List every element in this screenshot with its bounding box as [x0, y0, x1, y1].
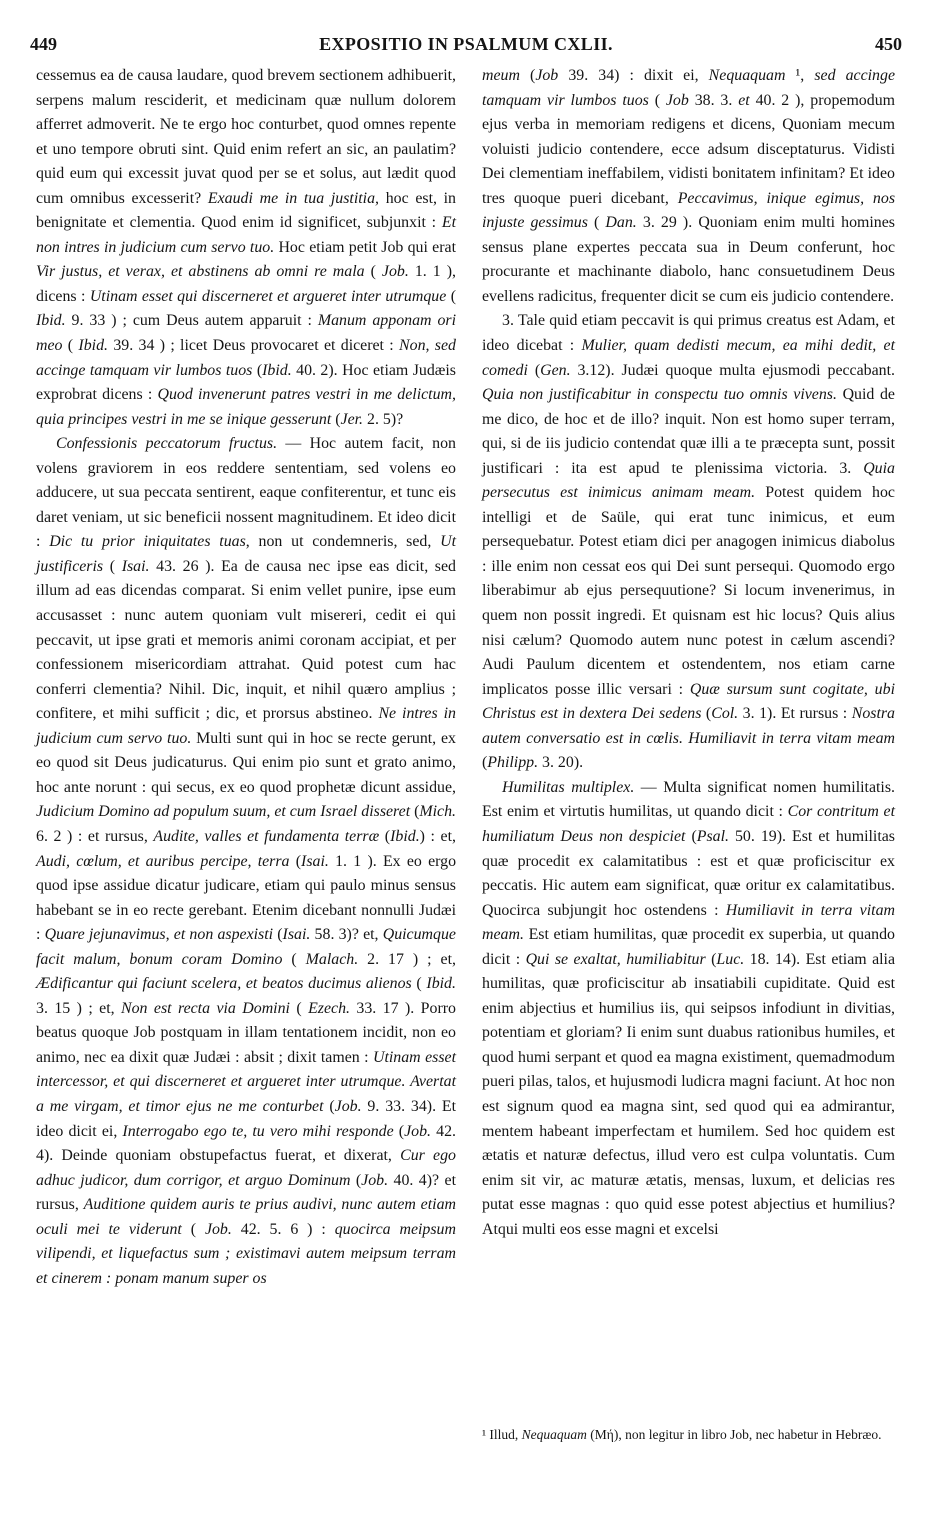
italic-text: meum: [482, 67, 520, 84]
italic-text: sed accinge tamquam vir lumbos tuos: [482, 67, 895, 109]
text-run: 3. 29 ). Quoniam enim multi homines sensus plane expertes peccata sua in Deum conferunt, hoc procurante et machinante diabolo, hanc consuetudinem Deus evellens radicitus, frequenter dicit se cum eis judicio contendere.: [482, 214, 895, 305]
italic-text: Cor contritum et humiliatum Deus non despiciet: [482, 803, 895, 845]
text-run: 3. Tale quid etiam peccavit is qui primus creatus est Adam, et ideo dicebat :: [482, 312, 895, 355]
text-run: 3. 15 ) ; et,: [36, 999, 122, 1017]
text-run: 9. 33. 34). Et ideo dicit ei,: [36, 1097, 457, 1140]
italic-text: Humiliavit in terra vitam meam.: [482, 901, 895, 944]
text-run: Hoc etiam petit Job qui erat: [274, 238, 456, 256]
text-run: 40. 2 ), propemodum ejus verba in memoriam redigens et dicens, Quoniam mecum voluisti judicio contendere, ecce adsum disceptaturus. Vidisti Dei clementiam ineffabilem, vidisti bonitatem infinitam? Et ideo tres quoque pueri dicebant,: [482, 91, 896, 207]
italic-text: Isai.: [121, 557, 150, 575]
text-run: (: [393, 1122, 405, 1140]
italic-text: Ezech.: [308, 999, 350, 1017]
italic-text: et: [738, 91, 750, 109]
italic-text: Isai.: [282, 926, 311, 944]
text-run: (: [648, 91, 666, 109]
italic-text: Audi, cœlum, et auribus percipe, terra: [36, 852, 290, 870]
text-run: (: [273, 926, 283, 944]
italic-text: Utinam esset intercessor, et qui discerneret et argueret inter utrumque. Avertat a me virgam, et timor ejus ne me conturbet: [36, 1048, 456, 1115]
italic-text: Ibid.: [262, 361, 292, 379]
italic-text: Mulier, quam dedisti mecum, ea mihi dedit, et comedi: [482, 337, 895, 379]
italic-text: Jer.: [340, 410, 364, 428]
text-run: (: [282, 950, 306, 968]
running-header: [30, 34, 902, 56]
italic-text: Non, sed accinge tamquam vir lumbos tuos: [36, 337, 456, 379]
text-run: Est etiam humilitas, quæ procedit ex superbia, ut quando dicit :: [482, 926, 895, 968]
text-run: cessemus ea de causa laudare, quod brevem sectionem adhibuerit, serpens malum resciderit, et medicinam quæ nullum dolorem afferret admoverit. Ne te ergo hoc conturbet, quod omnes repente et uno tempore obruti sint. Quid enim refert an sic, an paulatim? quid eum qui excessit juvat quod per se et solus, aut lædit quod cum omnibus excesserit?: [36, 67, 456, 207]
italic-text: Manum apponam ori meo: [36, 312, 456, 355]
text-run: (: [331, 410, 341, 428]
italic-text: Ibid.: [78, 337, 108, 355]
text-run: (: [410, 803, 420, 821]
italic-text: Quicumque facit malum, bonum coram Domino: [36, 926, 456, 968]
text-run: (: [705, 950, 717, 968]
italic-text: Quare jejunavimus, et non aspexisti: [44, 926, 274, 944]
italic-text: Cur ego adhuc judicor, dum corrigor, et arguo Dominum: [36, 1147, 456, 1189]
text-run: 39. 34 ) ; licet Deus provocaret et diceret :: [108, 337, 400, 355]
page-number-left: 449: [30, 34, 57, 54]
italic-text: Job.: [361, 1171, 389, 1189]
italic-text: Humilitas multiplex.: [502, 778, 635, 796]
text-run: — Hoc autem facit, non volens graviorem in eos reddere sententiam, sed volens eo adducere, ut sua peccata sentirent, eaque confiterentur, et tunc eis daret veniam, ut sic beneficii nossent magnitudinem. Et ideo dicit :: [36, 435, 456, 551]
italic-text: Malach.: [305, 950, 359, 968]
text-run: 3.12). Judæi quoque multa ejusmodi peccabant.: [570, 361, 895, 379]
text-run: (: [379, 827, 391, 845]
text-run: 9. 33 ) ; cum Deus autem apparuit :: [65, 312, 318, 330]
paragraph: [482, 776, 895, 1242]
text-run: hoc est, in benignitate et clementia. Quod enim id significet, subjunxit :: [36, 189, 457, 232]
italic-text: Psal.: [696, 827, 729, 845]
italic-text: Job.: [381, 263, 409, 281]
italic-text: Gen.: [540, 361, 571, 379]
italic-text: Quia non justificabitur in conspectu tuo omnis vivens.: [482, 386, 837, 404]
italic-text: Judicium Domino ad populum suum, et cum Israel disseret: [36, 803, 411, 821]
text-run: 58. 3)? et,: [310, 926, 383, 944]
text-run: ¹ Illud,: [482, 1427, 522, 1442]
text-run: (: [587, 214, 606, 232]
italic-text: Job: [535, 67, 559, 84]
italic-text: Nequaquam: [521, 1427, 587, 1442]
text-run: Quid de me dico, de hoc et de illo? inquit. Non est homo super terram, qui, si de iis judicio contendat quæ illi a te præcepta sunt, possit justificari : ita est apud te plenissima victoria. 3.: [482, 386, 895, 477]
text-run: , non ut condemneris, sed,: [245, 533, 441, 551]
text-run: (: [252, 361, 263, 379]
text-run: 42. 5. 6 ) :: [231, 1220, 335, 1238]
italic-text: Job: [665, 91, 689, 109]
italic-text: Luc.: [716, 950, 745, 968]
italic-text: Audite, valles et fundamenta terræ: [153, 827, 380, 845]
text-run: (: [289, 999, 309, 1017]
text-run: 3. 1). Et rursus :: [738, 705, 852, 723]
text-run: (: [289, 852, 302, 870]
text-run: (: [685, 827, 697, 845]
italic-text: Philipp.: [487, 754, 539, 772]
italic-text: Peccavimus, inique egimus, nos injuste gessimus: [482, 189, 896, 232]
text-run: 1. 1 ), dicens :: [36, 263, 456, 305]
text-run: 43. 26 ). Ea de causa nec ipse eas dicit, sed illum ad eas dicendas comparat. Si enim vellet punire, ipse eum accusasset : nunc autem quoniam vult misereri, cedit ei qui peccavit, ut ipse grati et memoris animi coronam accipiat, et per confessionem misericordiam attrahat. Quid potest cum hac conferri clementia? Nihil. Dic, inquit, et nihil quæro amplius ; confitere, et mihi sufficit ; dic, et prorsus abstineo.: [36, 557, 456, 723]
italic-text: Nostra autem conversatio est in cœlis. Humiliavit in terra vitam meam: [482, 705, 896, 747]
italic-text: Quod invenerunt patres vestri in me delictum, quia principes vestri in me se inique gesserunt: [36, 386, 456, 428]
paragraph: [482, 309, 895, 775]
text-run: 2. 5)?: [363, 410, 404, 428]
italic-text: Ædificantur qui faciunt scelera, et beatos ducimus alienos: [36, 975, 412, 993]
text-run: 2. 17 ) ; et,: [358, 950, 456, 968]
italic-text: Et non intres in judicium cum servo tuo.: [36, 214, 456, 256]
text-run: 3. 20).: [538, 754, 584, 772]
text-run: (: [446, 287, 456, 305]
italic-text: quocirca meipsum vilipendi, et liquefactus sum ; existimavi autem meipsum terram et cinerem : ponam manum super os: [36, 1220, 456, 1287]
text-run: (: [527, 361, 541, 379]
italic-text: Interrogabo ego te, tu vero mihi responde: [122, 1122, 394, 1140]
text-run: (: [701, 705, 712, 723]
text-run: 33. 17 ). Porro beatus quoque Job postquam in illam tentationem incidit, non eo animo, nec ea dixit quæ Judæi : absit ; dixit tamen :: [36, 999, 456, 1066]
text-run: 50. 19). Est et humilitas quæ procedit ex calamitatibus : est et quæ proficiscitur ex peccatis. Hic autem eam significat, quæ oritur ex calamitatibus. Quocirca subjungit hoc ostendens :: [482, 827, 895, 919]
italic-text: Isai.: [301, 852, 329, 870]
italic-text: Ut justificeris: [36, 533, 456, 575]
italic-text: Ibid.: [390, 827, 420, 845]
running-title: EXPOSITIO IN PSALMUM CXLII.: [319, 34, 613, 54]
italic-text: Ibid.: [426, 975, 456, 993]
page-number-right: 450: [875, 34, 902, 54]
text-run: (: [482, 754, 488, 772]
text-run: (: [350, 1171, 362, 1189]
italic-text: Dan.: [605, 214, 637, 232]
text-run: Multi sunt qui in hoc se recte gerunt, ex eo quod sit Deus judicaturus. Qui enim pio sunt et grato animo, hoc ante norunt : qui secus, ex eo quod prophetæ dicunt assidue,: [36, 729, 456, 796]
italic-text: Quia persecutus est inimicus animam meam.: [482, 459, 895, 502]
text-run: Potest quidem hoc intelligi et de Saüle, qui erat tunc inimicus, et eum persequebatur. Potest etiam dici per anagogen inimicus diabolus : ille enim non cessat eos qui Dei sunt persequi. Quomodo ergo liberabimur ab ejus persequutione? Si locum invenerimus, in quem non possit ingredi. Et quisnam est hic locus? Quis alius nisi cælum? Quomodo autem nunc potest in cælum ascendi? Audi Paulum dicentem et ostendentem, nos etiam carne implicatos posse illic versari :: [482, 484, 895, 698]
text-run: 1. 1 ). Ex eo ergo quod ipse assidue dicatur judicare, etiam qui paulo minus sensus habebant se in eo recte gerebant. Etenim dicebant nonnulli Judæi :: [36, 852, 457, 944]
italic-text: Non est recta via Domini: [121, 999, 290, 1017]
italic-text: Confessionis peccatorum fructus.: [56, 435, 278, 453]
italic-text: Auditione quidem auris te prius audivi, nunc autem etiam oculi mei te viderunt: [36, 1196, 456, 1238]
text-run: 38. 3.: [688, 91, 739, 109]
italic-text: Exaudi me in tua justitia,: [207, 189, 379, 207]
italic-text: Nequaquam: [708, 67, 786, 84]
text-run: 42. 4). Deinde quoniam obstupefactus fuerat, et dixerat,: [36, 1122, 457, 1165]
paragraph: [482, 64, 895, 309]
footnote: [482, 1426, 895, 1444]
italic-text: Mich.: [419, 803, 457, 821]
paragraph: [36, 432, 456, 1291]
text-run: 40. 4)? et rursus,: [36, 1171, 456, 1214]
text-run: ) : et,: [419, 827, 456, 845]
italic-text: Dic tu prior iniquitates tuas: [49, 533, 246, 551]
italic-text: Quæ sursum sunt cogitate, ubi Christus est in dextera Dei sedens: [482, 680, 895, 723]
text-run: (: [103, 557, 122, 575]
paragraph: [36, 64, 456, 432]
text-run: (Μή), non legitur in libro Job, nec habetur in Hebræo.: [586, 1427, 882, 1442]
text-run: (: [364, 263, 382, 281]
text-run: 18. 14). Est etiam alia humilitas, quæ proficiscitur ab insatiabili cupiditate. Quid est enim abjectius et humilius iis, qui seipsos infodiunt in divitias, potentiam et gloriam? Ii enim sunt duabus rationibus humiles, et quod humi serpant et quod ea magna existiment, quemadmodum pueri pilas, talos, et hujusmodi ludicra magni faciunt. At hoc non est signum quod ea magna sint, sed quod qui ea admirantur, mentem habeant imperfectam et humilem. Sed hoc quidem est ætatis et naturæ defectus, illud vero est culpa voluntatis. Cum enim sit vir, ac maturæ ætatis, mensas, luxum, et delicias res putat esse magnas : quo quid esse potest abjectius et humilius? Atqui multi eos esse magni et excelsi: [482, 950, 896, 1238]
text-run: (: [181, 1220, 205, 1238]
text-run: — Multa significat nomen humilitatis. Est enim et virtutis humilitas, ut quando dicit :: [482, 778, 895, 821]
text-run: (: [519, 67, 536, 84]
italic-text: Job.: [404, 1122, 432, 1140]
text-run: (: [323, 1097, 335, 1115]
left-column: [36, 64, 456, 1291]
italic-text: Job.: [334, 1097, 362, 1115]
text-run: 6. 2 ) : et rursus,: [36, 827, 154, 845]
text-run: (: [411, 975, 427, 993]
text-run: 39. 34) : dixit ei,: [558, 67, 709, 84]
text-run: 40. 2). Hoc etiam Judæis exprobrat dicens :: [36, 361, 456, 404]
italic-text: Vir justus, et verax, et abstinens ab omni re mala: [36, 263, 365, 281]
italic-text: Utinam esset qui discerneret et argueret inter utrumque: [89, 287, 447, 305]
italic-text: Col.: [711, 705, 739, 723]
italic-text: Job.: [204, 1220, 232, 1238]
italic-text: Ne intres in judicium cum servo tuo.: [36, 705, 456, 747]
text-run: ¹,: [785, 67, 815, 84]
italic-text: Ibid.: [36, 312, 66, 330]
text-run: (: [62, 337, 79, 355]
right-column: [482, 64, 895, 1242]
italic-text: Qui se exaltat, humiliabitur: [525, 950, 706, 968]
